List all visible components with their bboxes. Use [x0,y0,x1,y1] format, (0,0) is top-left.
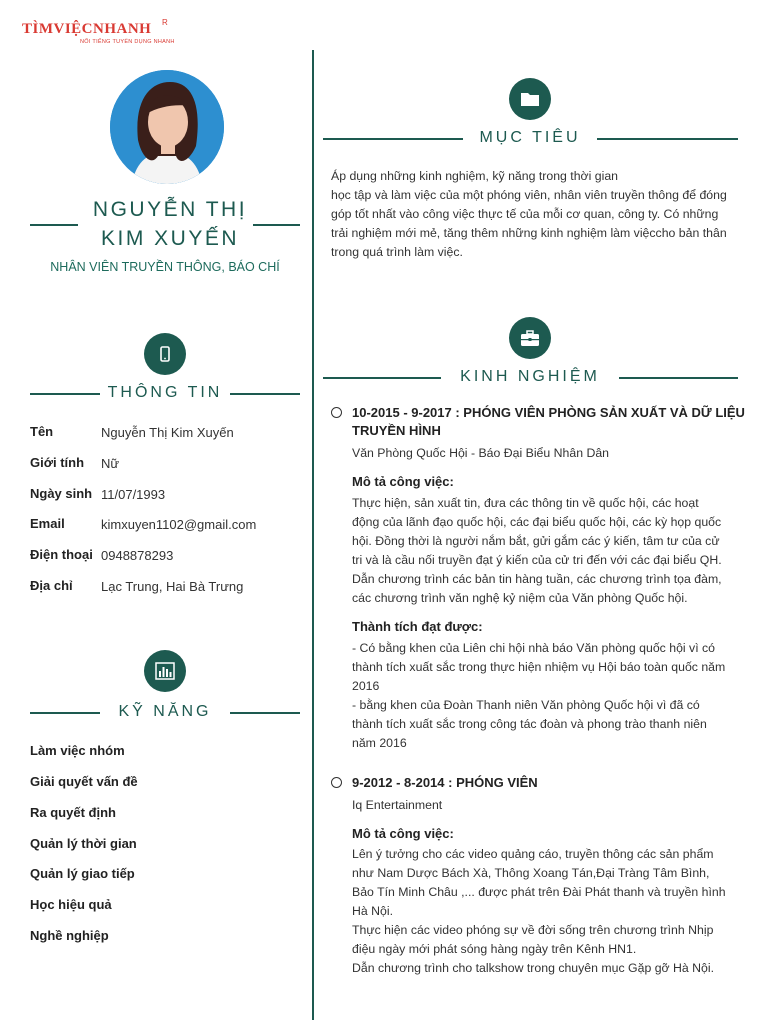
text-line: tri và là cầu nối truyền đạt ý kiến của cử tri đến với các đại biểu QH. [352,553,722,567]
section-title-info: THÔNG TIN [107,384,223,401]
info-value: Nữ [101,456,120,471]
job-achievements [352,639,752,753]
skill-item: Quản lý giao tiếp [30,866,135,881]
registered-mark: R [162,18,168,27]
text-line: Lên ý tưởng cho các video quảng cáo, truyền thông các sản phẩm [352,847,714,861]
experience-rule-right [619,377,738,379]
text-line: 2016 [352,679,380,693]
text-line: năm 2016 [352,736,407,750]
name-rule-right [253,224,300,226]
objective-rule-right [597,138,738,140]
brand-tagline: NỐI TIẾNG TUYỂN DỤNG NHANH [80,39,175,45]
text-line: Áp dụng những kinh nghiệm, kỹ năng trong thời gian [331,169,619,183]
skill-item: Nghề nghiệp [30,928,109,943]
name-rule-left [30,224,78,226]
avatar [110,70,224,184]
text-line: - Có bằng khen của Liên chi hội nhà báo Văn phòng quốc hội vì có [352,641,716,655]
info-value: 11/07/1993 [101,487,166,502]
folder-icon [509,78,551,120]
text-line: thành tích xuất sắc trong công tác đoàn và phong trào thanh niên [352,717,707,731]
text-line: Dẫn chương trình các bản tin hàng tuần, các chương trình tọa đàm, [352,572,722,586]
brand-logo [22,18,175,52]
info-rule-left [30,393,100,395]
phone-icon [144,333,186,375]
section-title-skills: KỸ NĂNG [118,703,212,720]
name-line-2: KIM XUYẾN [100,227,240,250]
column-divider [312,50,314,1020]
text-line: Bảo Tín Minh Châu ,... được phát trên Đài Phát thanh và truyền hình [352,885,726,899]
text-line: góp tốt nhất vào công việc thực tế của mỗi cơ quan, công ty. Có những [331,207,719,221]
job-heading-line: 9-2012 - 8-2014 : PHÓNG VIÊN [352,775,538,790]
job-title: NHÂN VIÊN TRUYỀN THÔNG, BÁO CHÍ [50,260,280,274]
info-value-phone: 0948878293 [101,548,174,563]
timeline-bullet [331,777,342,788]
text-line: Thực hiện các video phóng sự về đời sống trên chương trình Nhịp [352,923,714,937]
skill-item: Học hiệu quả [30,897,112,912]
briefcase-icon [509,317,551,359]
objective-text [331,167,751,262]
section-title-experience: KINH NGHIỆM [460,368,600,385]
job-desc-title: Mô tả công việc: [352,826,454,841]
text-line: hội. Đồng thời là người nắm bắt, gửi gắm các ý kiến, tâm tư của cử [352,534,720,548]
text-line: thành tích xuất sắc trong thực hiện nhiệm vụ Hội báo toàn quốc năm [352,660,726,674]
info-label: Điện thoại [30,547,93,562]
job-desc [352,494,752,608]
text-line: Hà Nội. [352,904,394,918]
skill-item: Làm việc nhóm [30,743,125,758]
job-heading-line: 10-2015 - 9-2017 : PHÓNG VIÊN PHÒNG SẢN XUẤT VÀ DỮ LIỆU [352,405,745,420]
text-line: Thực hiện, sản xuất tin, đưa các thông tin về quốc hội, các hoạt [352,496,699,510]
text-line: như Nam Dược Bách Xà, Thông Xoang Tán,Đại Tràng Tâm Bình, [352,866,710,880]
info-label: Tên [30,424,54,439]
info-value: Lạc Trung, Hai Bà Trưng [101,579,244,594]
text-line: học tập và làm việc của một phóng viên, nhân viên truyền thông để đóng [331,188,727,202]
text-line: - bằng khen của Đoàn Thanh niên Văn phòng Quốc hội vì đã có [352,698,700,712]
info-value-email: kimxuyen1102@gmail.com [101,517,257,532]
job-heading [352,774,752,792]
job-achievement-title: Thành tích đạt được: [352,619,483,634]
job-company: Iq Entertainment [352,798,443,812]
objective-rule-left [323,138,463,140]
info-label: Ngày sinh [30,486,93,501]
skill-item: Quản lý thời gian [30,836,137,851]
info-label: Địa chỉ [30,578,73,593]
skill-item: Giải quyết vấn đề [30,774,138,789]
text-line: động của lãnh đạo quốc hội, các đại biểu quốc hội, các kỳ họp quốc [352,515,722,529]
job-desc-title: Mô tả công việc: [352,474,454,489]
job-heading-line: TRUYỀN HÌNH [352,423,441,438]
job-heading [352,404,752,440]
skills-rule-left [30,712,100,714]
skills-rule-right [230,712,300,714]
name-line-1: NGUYỄN THỊ [92,198,248,221]
section-title-objective: MỤC TIÊU [479,129,581,146]
text-line: các chương trình văn nghệ kỷ niệm của Văn phòng Quốc hội. [352,591,688,605]
skill-item: Ra quyết định [30,805,116,820]
text-line: Dẫn chương trình cho talkshow trong chuyên mục Gặp gỡ Hà Nội. [352,961,715,975]
text-line: trong quá trình làm việc. [331,245,463,259]
info-label: Giới tính [30,455,85,470]
text-line: điệu ngày mới phát sóng hàng ngày trên Kênh HN1. [352,942,637,956]
text-line: trải nghiệm mới mẻ, tăng thêm những kinh nghiệm làm việccho bản thân [331,226,727,240]
chart-icon [144,650,186,692]
timeline-bullet [331,407,342,418]
job-desc [352,845,752,978]
job-company: Văn Phòng Quốc Hội - Báo Đại Biểu Nhân Dân [352,446,610,460]
brand-name: TÌMVIỆCNHANH [22,21,152,37]
info-label: Email [30,516,65,531]
info-rule-right [230,393,300,395]
info-value: Nguyễn Thị Kim Xuyến [101,425,234,440]
experience-rule-left [323,377,441,379]
